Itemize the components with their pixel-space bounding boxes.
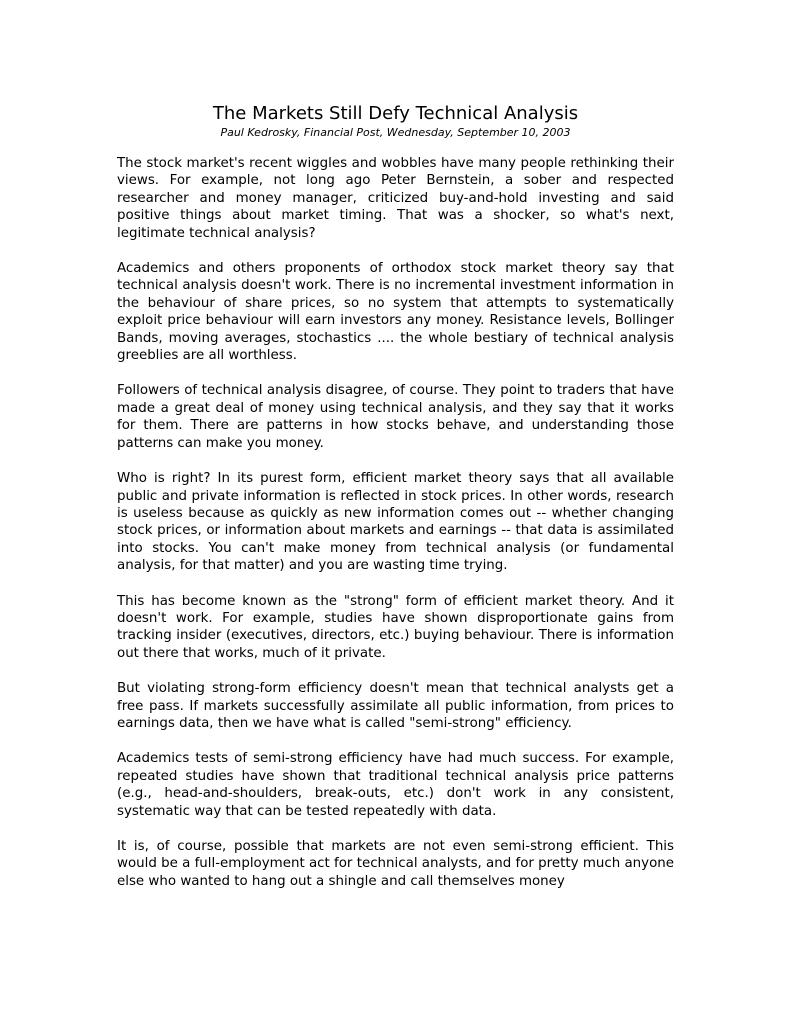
document-byline: Paul Kedrosky, Financial Post, Wednesday, September 10, 2003 (220, 126, 571, 139)
paragraph-7: Academics tests of semi-strong efficiency have had much success. For example, repeated studies have shown that traditional technical analysis price patterns (e.g., head-and-shoulders, break-outs, etc.) don't work in any consistent, systematic way that can be tested repeatedly with data. (117, 751, 674, 819)
paragraph-5: This has become known as the "strong" form of efficient market theory. And it doesn't work. For example, studies have shown disproportionate gains from tracking insider (executives, directors, etc.) buying behaviour. There is information out there that works, much of it private. (117, 593, 674, 661)
paragraph-8: It is, of course, possible that markets are not even semi-strong efficient. This would be a full-employment act for technical analysts, and for pretty much anyone else who wanted to hang out a shingle and call themselves money (117, 839, 674, 889)
paragraph-1: The stock market's recent wiggles and wobbles have many people rethinking their views. For example, not long ago Peter Bernstein, a sober and respected researcher and money manager, criticized buy-and-hold investing and said positive things about market timing. That was a shocker, so what's next, legitimate technical analysis? (117, 156, 674, 241)
article-body (117, 155, 674, 908)
document-title: The Markets Still Defy Technical Analysis (212, 103, 579, 124)
paragraph-2: Academics and others proponents of orthodox stock market theory say that technical analysis doesn't work. There is no incremental investment information in the behaviour of share prices, so no system that attempts to systematically exploit price behaviour will earn investors any money. Resistance levels, Bollinger Bands, moving averages, stochastics .... the whole bestiary of technical analysis greeblies are all worthless. (117, 261, 674, 364)
paragraph-3: Followers of technical analysis disagree, of course. They point to traders that have made a great deal of money using technical analysis, and they say that it works for them. There are patterns in how stocks behave, and understanding those patterns can make you money. (117, 383, 674, 451)
paragraph-6: But violating strong-form efficiency doesn't mean that technical analysts get a free pass. If markets successfully assimilate all public information, from prices to earnings data, then we have what is called "semi-strong" efficiency. (117, 681, 674, 731)
paragraph-4: Who is right? In its purest form, efficient market theory says that all available public and private information is reflected in stock prices. In other words, research is useless because as quickly as new information comes out -- whether changing stock prices, or information about markets and earnings -- that data is assimilated into stocks. You can't make money from technical analysis (or fundamental analysis, for that matter) and you are wasting time trying. (117, 471, 674, 574)
